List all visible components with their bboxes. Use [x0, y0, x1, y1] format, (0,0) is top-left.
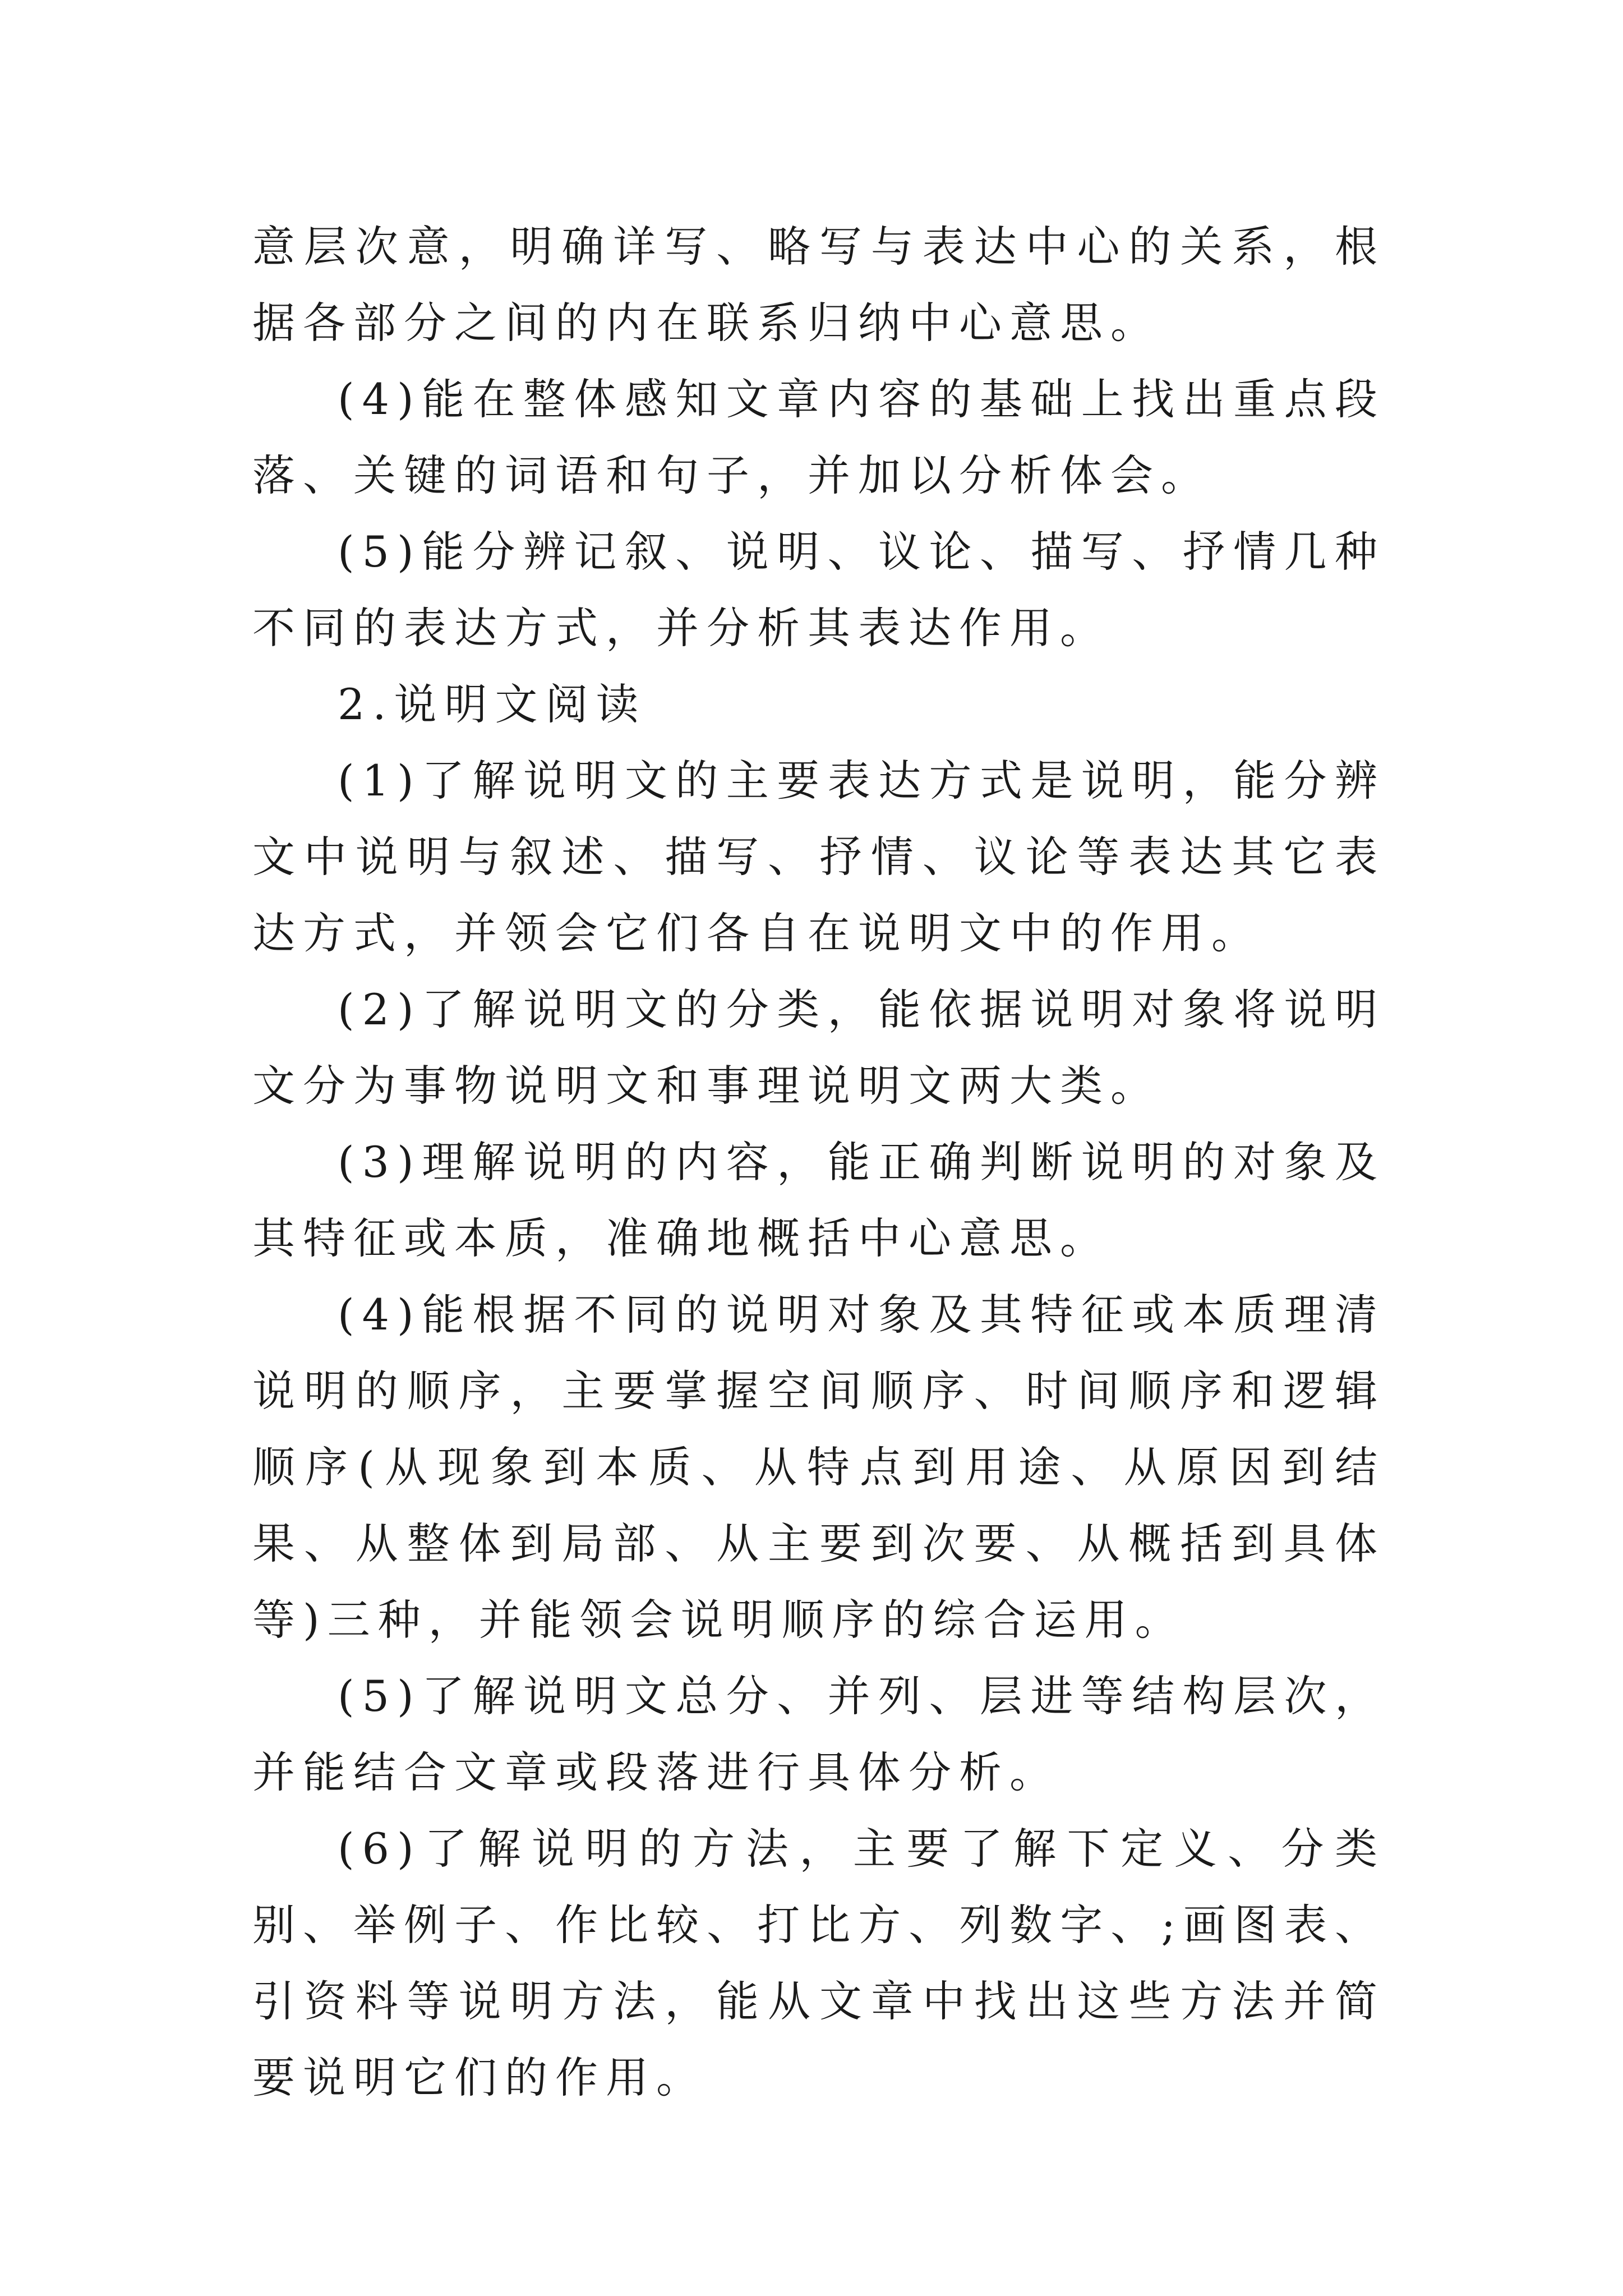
document-body [252, 209, 1385, 2116]
paragraph-item-2: (2)了解说明文的分类，能依据说明对象将说明文分为事物说明文和事理说明文两大类。 [252, 984, 1385, 1111]
paragraph-item-6: (6)了解说明的方法，主要了解下定义、分类别、举例子、作比较、打比方、列数字、;画图表、引资料等说明方法，能从文章中找出这些方法并简要说明它们的作用。 [252, 1824, 1385, 2102]
paragraph-item-4b: (4)能根据不同的说明对象及其特征或本质理清说明的顺序，主要掌握空间顺序、时间顺序和逻辑顺序(从现象到本质、从特点到用途、从原因到结果、从整体到局部、从主要到次要、从概括到具体等)三种，并能领会说明顺序的综合运用。 [252, 1290, 1385, 1645]
paragraph-item-1: (1)了解说明文的主要表达方式是说明，能分辨文中说明与叙述、描写、抒情、议论等表达其它表达方式，并领会它们各自在说明文中的作用。 [252, 756, 1385, 958]
paragraph-item-3: (3)理解说明的内容，能正确判断说明的对象及其特征或本质，准确地概括中心意思。 [252, 1137, 1385, 1263]
paragraph-item-5: (5)能分辨记叙、说明、议论、描写、抒情几种不同的表达方式，并分析其表达作用。 [252, 527, 1385, 653]
paragraph-continuation: 意层次意，明确详写、略写与表达中心的关系，根据各部分之间的内在联系归纳中心意思。 [252, 222, 1385, 348]
paragraph-item-4: (4)能在整体感知文章内容的基础上找出重点段落、关键的词语和句子，并加以分析体会。 [252, 374, 1385, 500]
section-heading: 2.说明文阅读 [338, 679, 647, 729]
paragraph-item-5b: (5)了解说明文总分、并列、层进等结构层次，并能结合文章或段落进行具体分析。 [252, 1671, 1385, 1797]
